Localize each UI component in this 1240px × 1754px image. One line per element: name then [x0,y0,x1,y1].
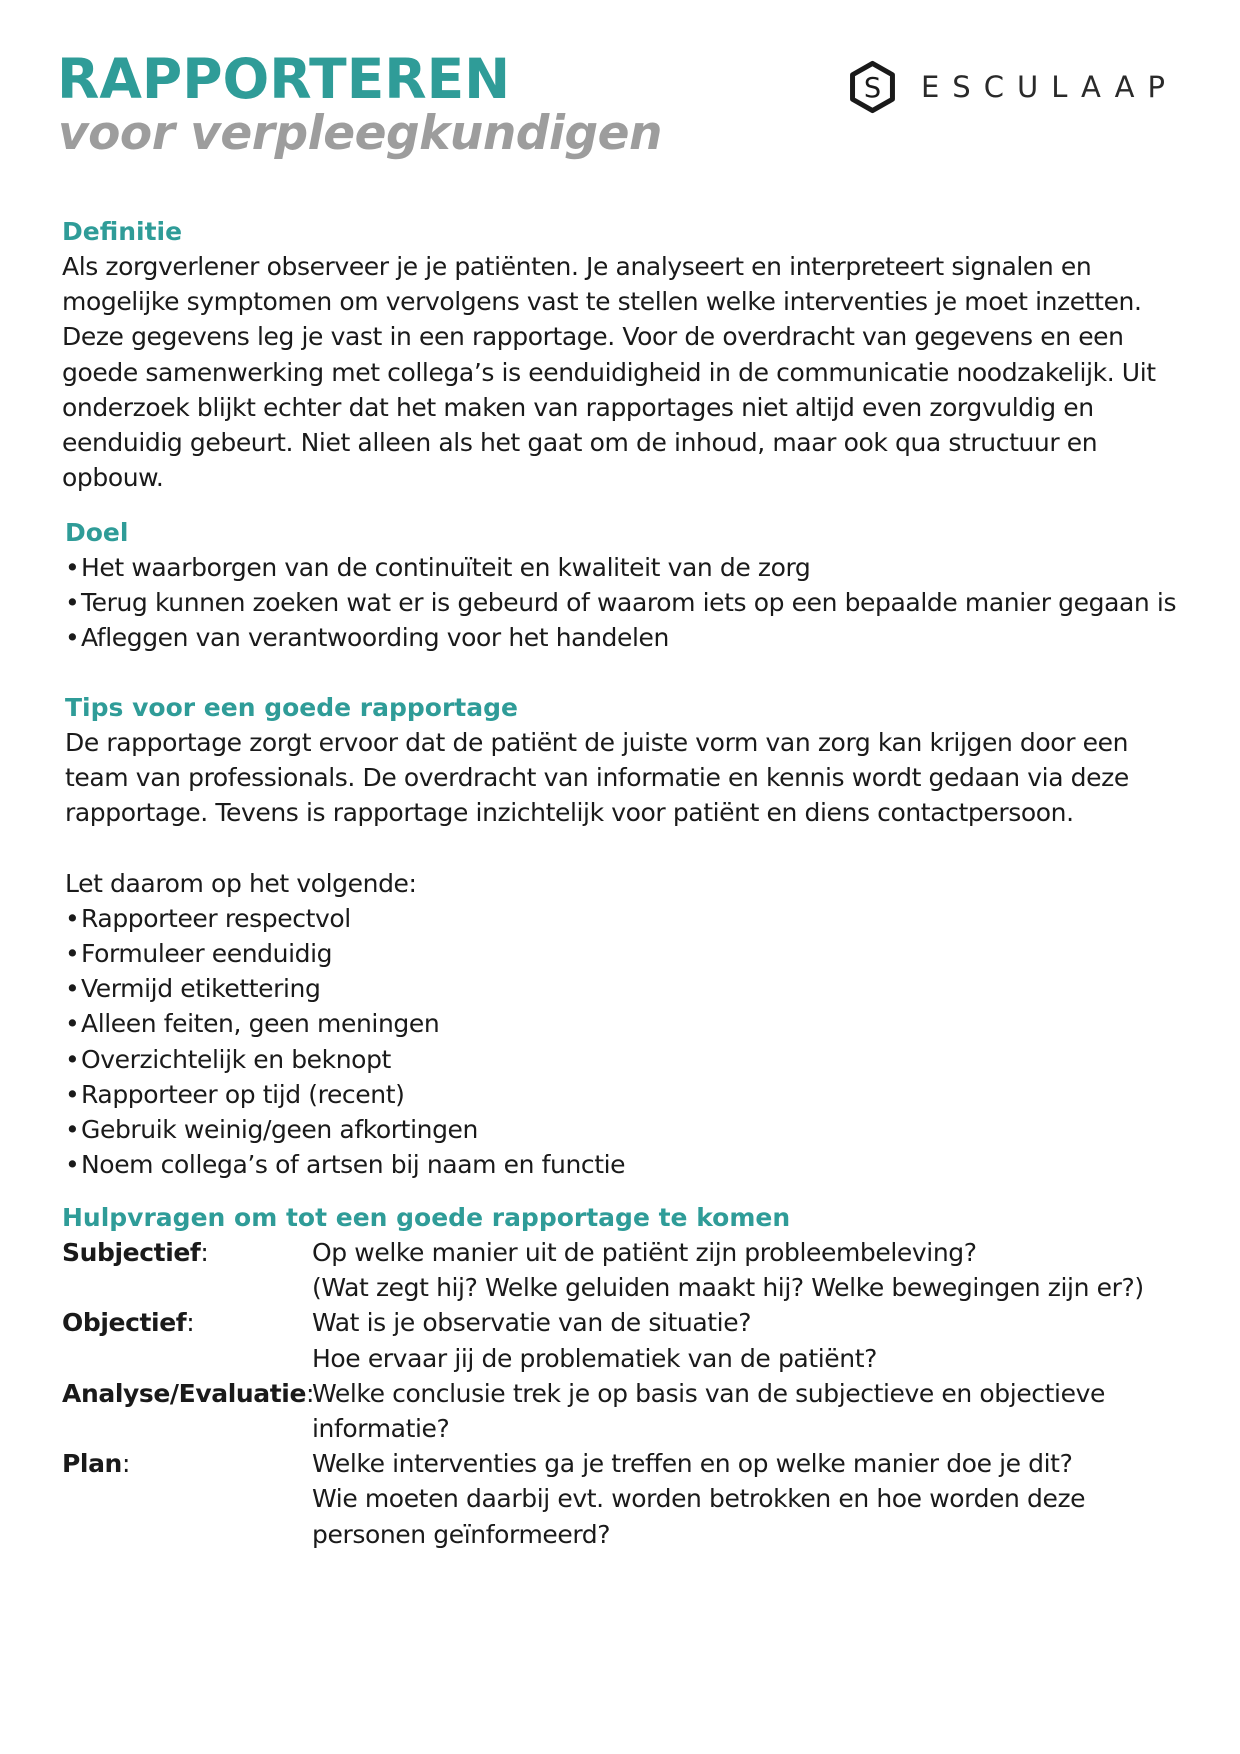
list-item [65,620,1185,655]
doel-list [65,550,1185,656]
bullet-marker: • [65,1009,80,1039]
bullet-marker: • [65,588,80,618]
list-item-text: Afleggen van verantwoording voor het handelen [81,623,669,653]
soap-text-subjectief [312,1235,1182,1305]
soap-label-text: Objectief [62,1308,187,1338]
soap-text-line: Wie moeten daarbij evt. worden betrokken en hoe worden deze [312,1484,1086,1514]
soap-text-line: Welke interventies ga je treffen en op welke manier doe je dit? [312,1449,1073,1479]
list-item [65,901,1185,936]
section-heading-tips: Tips voor een goede rapportage [65,693,518,722]
list-item [65,1042,1185,1077]
list-item [65,936,1185,971]
list-item-text: Vermijd etikettering [81,974,321,1004]
list-item [65,971,1185,1006]
bullet-marker: • [65,1079,80,1109]
section-heading-definitie: Definitie [62,217,183,246]
page-title: RAPPORTEREN [57,47,511,111]
soap-label-plan [62,1446,312,1552]
definitie-paragraph [62,249,1182,495]
list-item [65,1006,1185,1041]
definitie-line: opbouw. [62,463,164,493]
definitie-line: Als zorgverlener observeer je je patiënten. Je analyseert en interpreteert signalen en [62,252,1092,281]
list-item-text: Overzichtelijk en beknopt [81,1044,391,1074]
soap-text-analyse-evaluatie [312,1376,1182,1446]
soap-text-line: informatie? [312,1414,450,1444]
bullet-marker: • [65,974,80,1004]
soap-text-line: (Wat zegt hij? Welke geluiden maakt hij? Welke bewegingen zijn er?) [312,1273,1144,1303]
tips-intro-line: rapportage. Tevens is rapportage inzichtelijk voor patiënt en diens contactpersoon. [65,798,1074,828]
section-heading-doel: Doel [65,518,129,547]
section-doel [65,515,1185,656]
soap-label-colon: : [200,1238,209,1267]
page-subtitle: voor verpleegkundigen [58,106,663,161]
list-item-text: Terug kunnen zoeken wat er is gebeurd of waarom iets op een bepaalde manier gegaan is [81,588,1177,618]
soap-label-colon: : [186,1308,195,1338]
soap-text-line: Welke conclusie trek je op basis van de subjectieve en objectieve [312,1378,1105,1408]
list-item-text: Noem collega’s of artsen bij naam en functie [81,1150,626,1180]
section-heading-hulpvragen: Hulpvragen om tot een goede rapportage te komen [62,1203,791,1232]
list-item-text: Rapporteer op tijd (recent) [81,1079,405,1109]
brand-logo-letter: S [863,72,882,104]
list-item-text: Het waarborgen van de continuïteit en kwaliteit van de zorg [81,553,811,582]
tips-list [65,901,1185,1183]
soap-table [62,1235,1182,1552]
soap-text-objectief [312,1305,1182,1375]
soap-text-line: personen geïnformeerd? [312,1519,611,1549]
tips-lead: Let daarom op het volgende: [65,868,417,898]
soap-text-line: Hoe ervaar jij de problematiek van de patiënt? [312,1343,877,1373]
list-item-text: Rapporteer respectvol [81,903,351,933]
esculaap-hexagon-logo-icon [848,58,897,116]
list-item [65,585,1185,620]
list-item [65,1147,1185,1182]
section-definitie [62,214,1182,495]
soap-text-line: Wat is je observatie van de situatie? [312,1308,752,1338]
list-item-text: Formuleer eenduidig [81,939,333,969]
definitie-line: goede samenwerking met collega’s is eenduidigheid in de communicatie noodzakelijk. Uit [62,357,1156,387]
list-item [65,1112,1185,1147]
bullet-marker: • [65,553,80,582]
definitie-line: onderzoek blijkt echter dat het maken van rapportages niet altijd even zorgvuldig en [62,392,1094,422]
soap-label-colon: : [306,1378,315,1408]
soap-text-line: Op welke manier uit de patiënt zijn probleembeleving? [312,1238,977,1267]
tips-intro-line: De rapportage zorgt ervoor dat de patiënt de juiste vorm van zorg kan krijgen door een [65,728,1129,757]
list-item [65,1077,1185,1112]
soap-label-text: Subjectief [62,1238,201,1267]
definitie-line: eenduidig gebeurt. Niet alleen als het gaat om de inhoud, maar ook qua structuur en [62,428,1098,458]
section-tips [65,690,1185,1182]
soap-label-colon: : [121,1449,130,1479]
soap-label-subjectief [62,1235,312,1305]
bullet-marker: • [65,1150,80,1180]
bullet-marker: • [65,939,80,969]
soap-label-analyse-evaluatie [62,1376,315,1446]
brand-name: ESCULAAP [920,70,1178,104]
list-item-text: Gebruik weinig/geen afkortingen [81,1115,478,1145]
tips-intro-paragraph [65,725,1185,831]
definitie-line: Deze gegevens leg je vast in een rapportage. Voor de overdracht van gegevens en een [62,322,1124,352]
bullet-marker: • [65,903,80,933]
list-item-text: Alleen feiten, geen meningen [81,1009,440,1039]
bullet-marker: • [65,1044,80,1074]
soap-text-plan [312,1446,1182,1552]
bullet-marker: • [65,1115,80,1145]
soap-label-text: Plan [62,1449,122,1479]
brand [848,56,1178,118]
soap-label-text: Analyse/Evaluatie [62,1378,307,1408]
list-item [65,550,1185,585]
bullet-marker: • [65,623,80,653]
tips-intro-line: team van professionals. De overdracht van informatie en kennis wordt gedaan via deze [65,763,1129,793]
definitie-line: mogelijke symptomen om vervolgens vast te stellen welke interventies je moet inzetten. [62,287,1142,317]
soap-label-objectief [62,1305,312,1375]
section-hulpvragen [62,1200,1182,1552]
